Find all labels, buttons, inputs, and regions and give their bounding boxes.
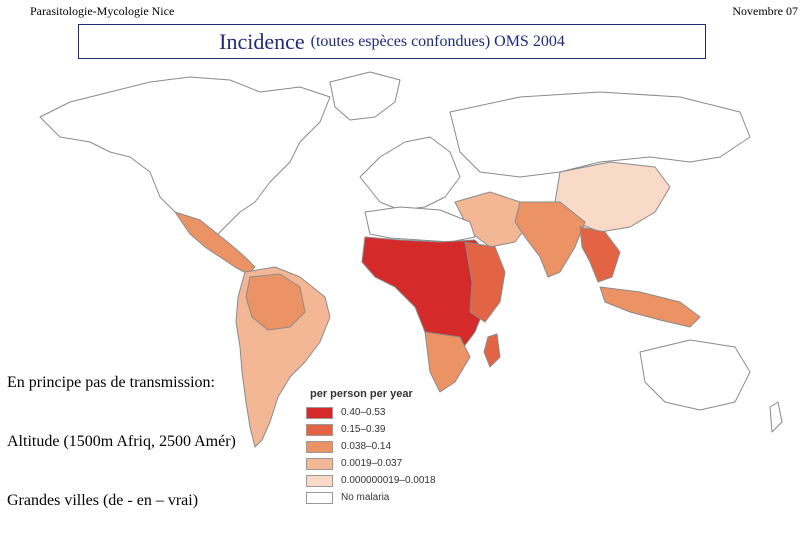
legend-swatch: [306, 407, 333, 419]
legend-label: 0.038–0.14: [341, 441, 392, 452]
legend-item: [306, 472, 436, 489]
southeast-asia: [580, 227, 620, 282]
legend-item: [306, 455, 436, 472]
legend-label: No malaria: [341, 492, 390, 503]
legend-label: 0.000000019–0.0018: [341, 475, 436, 486]
south-asia: [515, 202, 585, 277]
legend-item: [306, 438, 436, 455]
legend-swatch: [306, 475, 333, 487]
legend-swatch: [306, 492, 333, 504]
title-sub: (toutes espèces confondues) OMS 2004: [310, 32, 565, 50]
legend-swatch: [306, 424, 333, 436]
europe: [360, 137, 460, 210]
title-main: Incidence: [219, 28, 305, 54]
note-cities: Grandes villes (de - en – vrai): [7, 492, 199, 509]
legend-swatch: [306, 441, 333, 453]
north-africa: [365, 207, 475, 242]
north-america: [40, 77, 330, 237]
madagascar: [484, 334, 500, 367]
legend-swatch: [306, 458, 333, 470]
legend-item: [306, 421, 436, 438]
australia: [640, 340, 750, 410]
legend: [306, 388, 436, 506]
header-left: Parasitologie-Mycologie Nice: [30, 4, 175, 18]
indonesia: [600, 287, 700, 327]
note-no-transmission: En principe pas de transmission:: [7, 374, 215, 391]
slide-title: [78, 24, 706, 59]
note-altitude: Altitude (1500m Afriq, 2500 Amér): [7, 433, 236, 450]
legend-title: per person per year: [310, 388, 413, 400]
greenland: [330, 72, 400, 120]
legend-label: 0.40–0.53: [341, 407, 386, 418]
legend-item: [306, 404, 436, 421]
new-zealand: [770, 402, 782, 432]
legend-label: 0.0019–0.037: [341, 458, 403, 469]
header-right: Novembre 07: [732, 4, 798, 18]
legend-label: 0.15–0.39: [341, 424, 386, 435]
legend-item: [306, 489, 436, 506]
